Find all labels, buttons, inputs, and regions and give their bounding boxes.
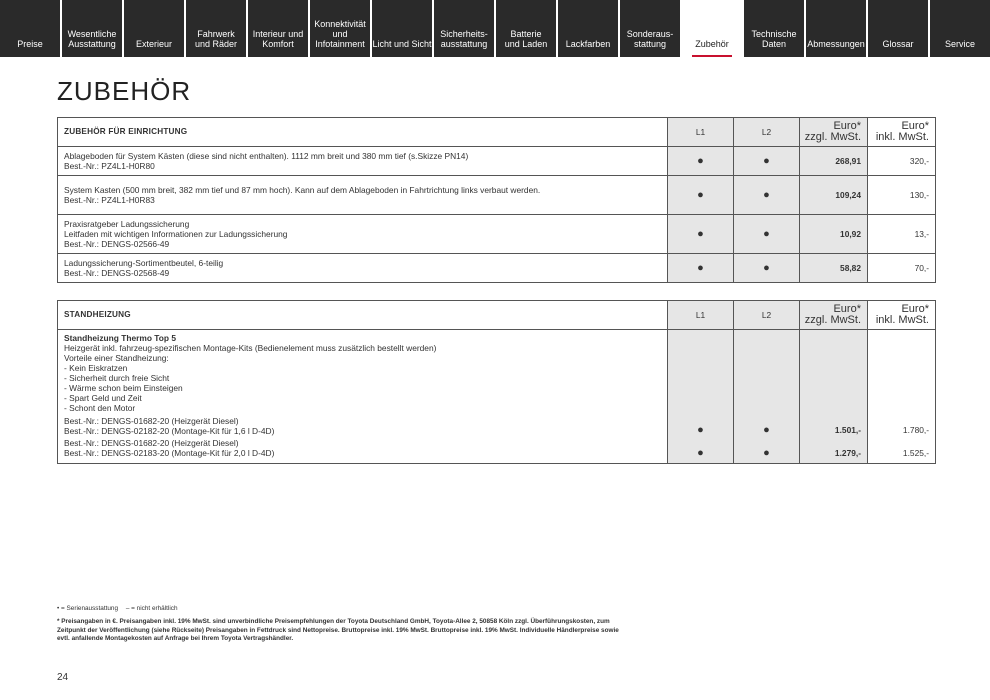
net-price: 1.279,- — [834, 448, 861, 458]
tab-label: Interieur und Komfort — [252, 29, 304, 49]
column-header-net-price — [800, 301, 868, 330]
l2-availability-dot: ● — [734, 215, 800, 254]
l2-availability-dot: ● — [763, 447, 770, 459]
net-price: 1.501,- — [834, 425, 861, 435]
gross-price-label: Euro* inkl. MwSt. — [875, 120, 929, 143]
l1-availability-dot: ● — [668, 147, 734, 176]
gross-price: 1.525,- — [902, 448, 929, 458]
tab-label: Konnektivität und Infotainment — [314, 19, 366, 49]
tab-label: Technische Daten — [751, 29, 797, 49]
tab-exterieur[interactable] — [124, 0, 184, 57]
accessory-table-einrichtung — [57, 117, 936, 283]
column-header-l1: L1 — [668, 301, 734, 330]
item-name: Standheizung Thermo Top 5 — [64, 333, 176, 343]
l1-availability-column — [668, 330, 734, 464]
tab-lackfarben[interactable] — [558, 0, 618, 57]
legend-standard: • = Serienausstattung — [57, 605, 119, 612]
item-description — [58, 254, 668, 283]
tab-technische-daten[interactable] — [744, 0, 804, 57]
item-text: für System Kästen (diese sind nicht enthalten). 1112 mm breit und 380 mm tief (s.Skizze PN14) — [113, 151, 469, 161]
table-header-row — [58, 301, 936, 330]
item-text: Leitfaden mit wichtigen Informationen zur Ladungssicherung — [64, 229, 288, 239]
tab-label: Sicherheits- ausstattung — [440, 29, 488, 49]
l1-availability-dot: ● — [697, 447, 704, 459]
column-header-gross-price — [868, 118, 936, 147]
table-row — [58, 176, 936, 215]
tab-abmessungen[interactable] — [806, 0, 866, 57]
l2-availability-dot: ● — [734, 254, 800, 283]
tab-sonderausstattung[interactable] — [620, 0, 680, 57]
item-title-line — [64, 185, 661, 195]
table-row — [58, 215, 936, 254]
table-row — [58, 254, 936, 283]
l1-availability-dot: ● — [668, 254, 734, 283]
part-number: Best.-Nr.: DENGS-01682-20 (Heizgerät Diesel) — [64, 438, 239, 448]
price-footnote: * Preisangaben in €. Preisangaben inkl. 19% MwSt. sind unverbindliche Preisempfehlungen der Toyota Deutschland GmbH, Toyota-Allee 2, 50858 Köln zzgl. Überführungskosten, zum Zeitpunkt der Veröffentlichung (siehe Rückseite) Preisangaben in Fettdruck sind Nettopreise. Bruttopreise inkl. 19% MwSt. Bruttopreise inkl. 19% MwSt. Individuelle Händlerpreise sowie evtl. anfallende Montagekosten auf Anfrage bei Ihrem Toyota Vertragshändler. — [57, 618, 619, 642]
net-price: 58,82 — [800, 254, 868, 283]
section-title: STANDHEIZUNG — [58, 301, 668, 330]
tab-label: Wesentliche Ausstattung — [67, 29, 117, 49]
tab-label: Preise — [17, 39, 43, 49]
tab-label: Service — [944, 39, 975, 49]
part-number: Best.-Nr.: PZ4L1-H0R80 — [64, 161, 155, 171]
item-text-line: - Sicherheit durch freie Sicht — [64, 373, 170, 383]
tab-label: Licht und Sicht — [372, 39, 432, 49]
gross-price: 320,- — [868, 147, 936, 176]
part-number: Best.-Nr.: DENGS-01682-20 (Heizgerät Diesel) — [64, 416, 239, 426]
item-text-line: - Kein Eiskratzen — [64, 363, 128, 373]
item-name: System Kasten — [64, 185, 121, 195]
part-number: Best.-Nr.: PZ4L1-H0R83 — [64, 195, 155, 205]
item-description — [58, 330, 668, 464]
tab-service[interactable] — [930, 0, 990, 57]
tab-fahrwerk-und-raeder[interactable] — [186, 0, 246, 57]
tab-preise[interactable] — [0, 0, 60, 57]
item-text-line: - Schont den Motor — [64, 403, 136, 413]
column-header-l2: L2 — [734, 118, 800, 147]
accessory-table-standheizung — [57, 300, 936, 464]
part-number: Best.-Nr.: DENGS-02182-20 (Montage-Kit für 1,6 l D-4D) — [64, 426, 275, 436]
tab-wesentliche-ausstattung[interactable] — [62, 0, 122, 57]
item-text-line: - Spart Geld und Zeit — [64, 393, 142, 403]
net-price-column — [800, 330, 868, 464]
net-price: 10,92 — [800, 215, 868, 254]
part-number: Best.-Nr.: DENGS-02568-49 — [64, 268, 170, 278]
column-header-l2: L2 — [734, 301, 800, 330]
legend — [57, 605, 184, 612]
section-title: ZUBEHÖR FÜR EINRICHTUNG — [58, 118, 668, 147]
tab-label: Sonderaus- stattung — [626, 29, 674, 49]
top-navigation — [0, 0, 990, 57]
tab-zubehoer[interactable] — [682, 0, 742, 57]
tab-batterie-und-laden[interactable] — [496, 0, 556, 57]
item-description — [58, 176, 668, 215]
l2-availability-dot: ● — [734, 147, 800, 176]
item-text-line: Vorteile einer Standheizung: — [64, 353, 169, 363]
tab-label: Fahrwerk und Räder — [194, 29, 238, 49]
item-name: Ablageboden — [64, 151, 114, 161]
part-number: Best.-Nr.: DENGS-02566-49 — [64, 239, 170, 249]
page-title: ZUBEHÖR — [57, 76, 192, 106]
table-header-row — [58, 118, 936, 147]
net-price: 109,24 — [800, 176, 868, 215]
tab-interieur-und-komfort[interactable] — [248, 0, 308, 57]
l2-availability-dot: ● — [734, 176, 800, 215]
item-title-line — [64, 151, 661, 161]
page-number: 24 — [57, 672, 69, 683]
tab-label: Lackfarben — [565, 39, 611, 49]
net-price-label: Euro* zzgl. MwSt. — [804, 120, 861, 143]
l2-availability-column — [734, 330, 800, 464]
column-header-net-price — [800, 118, 868, 147]
gross-price: 130,- — [868, 176, 936, 215]
l1-availability-dot: ● — [697, 424, 704, 436]
item-text-line: Heizgerät inkl. fahrzeug-spezifischen Montage-Kits (Bedienelement muss zusätzlich bestellt werden) — [64, 343, 437, 353]
item-text: (500 mm breit, 382 mm tief und 87 mm hoch). Kann auf dem Ablageboden in Fahrtrichtung links verbaut werden. — [120, 185, 541, 195]
tab-glossar[interactable] — [868, 0, 928, 57]
net-price-label: Euro* zzgl. MwSt. — [804, 303, 861, 326]
tab-label: Batterie und Laden — [504, 29, 548, 49]
item-name: Praxisratgeber Ladungssicherung — [64, 219, 190, 229]
item-description — [58, 147, 668, 176]
tab-sicherheitsausstattung[interactable] — [434, 0, 494, 57]
item-name: Ladungssicherung-Sortimentbeutel, 6-teilig — [64, 258, 224, 268]
item-text-line: - Wärme schon beim Einsteigen — [64, 383, 183, 393]
item-description — [58, 215, 668, 254]
gross-price: 1.780,- — [902, 425, 929, 435]
tab-konnektivitaet[interactable] — [310, 0, 370, 57]
gross-price: 70,- — [868, 254, 936, 283]
table-row — [58, 330, 936, 464]
net-price: 268,91 — [800, 147, 868, 176]
l2-availability-dot: ● — [763, 424, 770, 436]
l1-availability-dot: ● — [668, 176, 734, 215]
column-header-l1: L1 — [668, 118, 734, 147]
l1-availability-dot: ● — [668, 215, 734, 254]
legend-not-available: – = nicht erhältlich — [125, 605, 178, 612]
tab-licht-und-sicht[interactable] — [372, 0, 432, 57]
column-header-gross-price — [868, 301, 936, 330]
gross-price-label: Euro* inkl. MwSt. — [875, 303, 929, 326]
gross-price: 13,- — [868, 215, 936, 254]
tab-label: Abmessungen — [807, 39, 865, 49]
gross-price-column — [868, 330, 936, 464]
table-row — [58, 147, 936, 176]
part-number: Best.-Nr.: DENGS-02183-20 (Montage-Kit für 2,0 l D-4D) — [64, 448, 275, 458]
tab-label: Zubehör — [695, 39, 729, 49]
tab-label: Glossar — [882, 39, 914, 49]
tab-label: Exterieur — [135, 39, 172, 49]
